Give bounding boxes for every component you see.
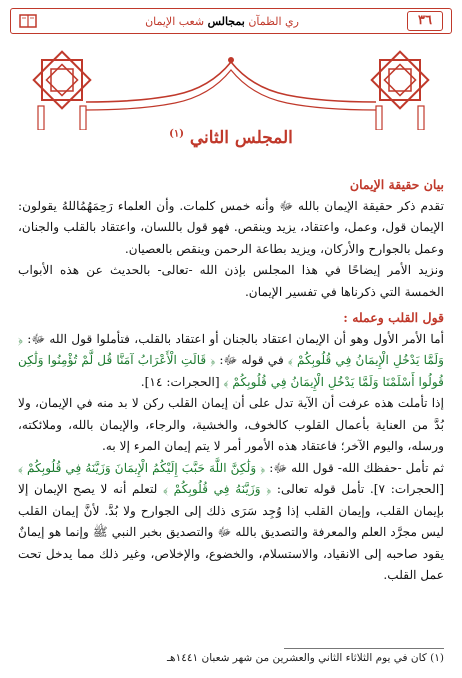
- paragraph-1: تقدم ذكر حقيقة الإيمان بالله ﷻ وأنه خمس كلمات. وأن العلماء رَحِمَهُمُاللهُ يقولون: الإيمان قول، وعمل، واعتقاد، يزيد وينقص. فهو قول باللسان، واعتقاد بالقلب والجنان، وعمل بالجوارح والأركان، ويزيد بطاعة الرحمن وينقص بالعصيان.: [18, 198, 444, 256]
- paragraph-5-text-b: [الحجرات: ٧]. تأمل قوله تعالى:: [271, 482, 444, 496]
- quran-verse-1: ﴿ وَلَمَّا يَدْخُلِ الْإِيمَانُ فِي قُلُوبِكُمْ ﴾: [18, 331, 444, 367]
- paragraph-5-text-a: ثم تأمل -حفظك الله- قول الله ﷻ:: [265, 460, 444, 475]
- right-star-ornament: [372, 52, 429, 109]
- section-heading-heart: قول القلب وعمله :: [343, 310, 444, 325]
- section-heading-faith-reality: بيان حقيقة الإيمان: [349, 177, 444, 192]
- page-number: ٣٦: [407, 11, 443, 31]
- running-title-pre: ري الظمآن: [244, 14, 299, 28]
- paragraph-3-text-b: في قوله ﷻ:: [215, 353, 288, 367]
- running-title: [145, 15, 299, 28]
- running-title-post: شعب الإيمان: [145, 14, 208, 28]
- paragraph-3-text-a: أما الأمر الأول وهو أن الإيمان اعتقاد بالجنان أو اعتقاد بالقلب، فتأملوا قول الله ﷻ:: [23, 331, 444, 346]
- paragraph-2: ونزيد الأمر إيضاحًا في هذا المجلس بإذن الله -تعالى- بالحديث عن هذه الأبواب الخمسة التي ذكرناها في تفسير الإيمان.: [18, 263, 444, 299]
- quran-verse-3: ﴿ وَلَٰكِنَّ اللَّهَ حَبَّبَ إِلَيْكُمُ الْإِيمَانَ وَزَيَّنَهُ فِي قُلُوبِكُمْ ﴾: [18, 460, 266, 475]
- paragraph-5: [18, 458, 444, 587]
- paragraph-4: إذا تأملت هذه عرفت أن الآية تدل على أن إيمان القلب ركن لا بد منه في الإيمان، ولا بُدَّ من العناية بأعمال القلوب كالخوف، والخشية، والرجاء، والإيمان بالله، وملائكته، ورسله، واليوم الآخر؛ فاعتقاد هذه الأمور أمر لا يتم إيمان المرء إلا به.: [18, 396, 444, 453]
- footnote: (١) كان في يوم الثلاثاء الثاني والعشرين من شهر شعبان ١٤٤١هـ: [166, 652, 444, 664]
- chapter-ornament: [0, 40, 462, 130]
- paragraph-3: [18, 329, 444, 394]
- chapter-footnote-marker: (١): [169, 128, 184, 140]
- running-title-bold: بمجالس: [207, 14, 245, 28]
- book-icon: [19, 14, 37, 28]
- paragraph-3-text-c: [الحجرات: ١٤].: [140, 374, 224, 389]
- page-header: [10, 8, 452, 34]
- chapter-title-text: المجلس الثاني: [189, 128, 293, 148]
- page-body: [18, 174, 444, 587]
- paragraph-5-text-c: لتعلم أنه لا يصح الإيمان إلا بإيمان القلب، وإيمان القلب إذا وُجِد سَرَى ذلك إلى الجوارح ولا بُدَّ. لأنَّ إيمان القلب ليس مجرَّد العلم والمعرفة والتصديق بالله ﷻ والتصديق بخبر النبي ﷺ وإنما هو إيمانٌ يقود صاحبه إلى الانقياد، والاستسلام، والخضوع، والإخلاص، وغير ذلك مما يدخل تحت عمل القلب.: [18, 482, 444, 582]
- left-star-ornament: [34, 52, 91, 109]
- quran-verse-4: ﴿ وَزَيَّنَهُ فِي قُلُوبِكُمْ ﴾: [163, 482, 272, 496]
- quran-verse-2: ﴿ قَالَتِ الْأَعْرَابُ آمَنَّا قُل لَّمْ تُؤْمِنُوا وَلَٰكِن قُولُوا أَسْلَمْنَا وَلَمَّا يَدْخُلِ الْإِيمَانُ فِي قُلُوبِكُمْ ﴾: [18, 353, 444, 389]
- chapter-title: [0, 128, 462, 148]
- footnote-divider: [284, 648, 444, 649]
